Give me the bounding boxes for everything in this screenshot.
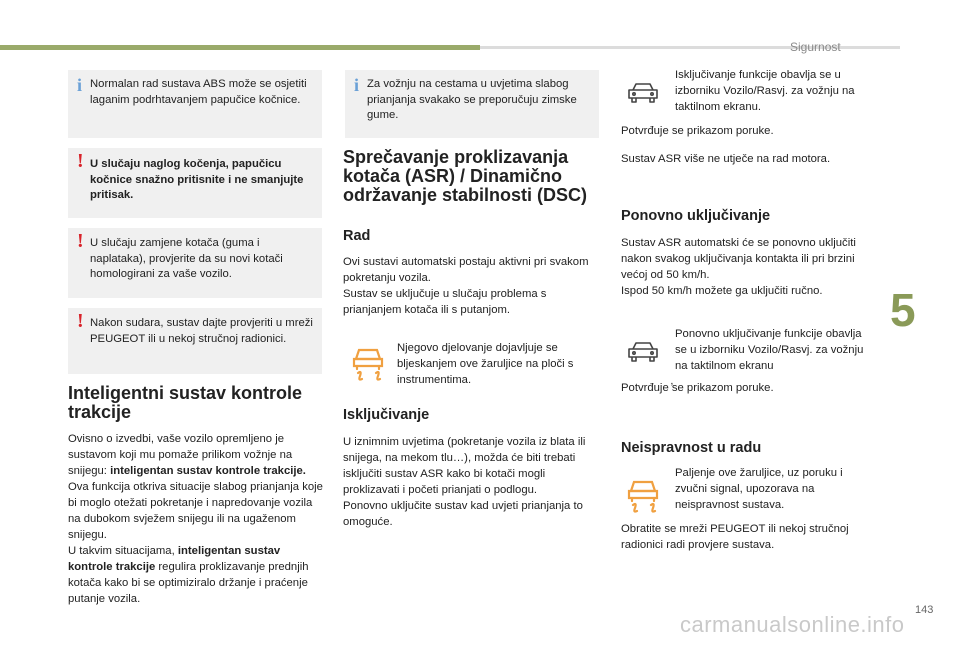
- warning-box-text: Nakon sudara, sustav dajte provjeriti u mreži PEUGEOT ili u nekoj stručnoj radionici.: [90, 317, 313, 345]
- car-menu-icon: [626, 341, 660, 363]
- header-accent-bar: [0, 45, 480, 50]
- info-box-text: Normalan rad sustava ABS može se osjetiti laganim podrhtavanjem papučice kočnice.: [90, 78, 307, 106]
- skid-warning-lamp-icon: [350, 345, 386, 385]
- warning-icon: !: [77, 310, 84, 332]
- asr-no-effect-text: Sustav ASR više ne utječe na rad motora.: [621, 153, 831, 165]
- operation-text: Ovi sustavi automatski postaju aktivni pri svakom pokretanju vozila. Sustav se uključuje u slučaju problema s prianjanjem kotača ili s putanjom.: [343, 256, 589, 316]
- deactivation-text: U iznimnim uvjetima (pokretanje vozila iz blata ili snijega, na mekom tlu…), možda će biti trebati isključiti sustav ASR kako bi kotači mogli proklizavati i početi prianjati o podlogu. Ponovno uključite sustav kad uvjeti prianjanja to omoguće.: [343, 436, 586, 528]
- reactivation-menu-text: Ponovno uključivanje funkcije obavlja se u izborniku Vozilo/Rasvj. za vožnju na taktilnom ekranu: [675, 328, 864, 372]
- reactivation-heading: Ponovno uključivanje: [621, 208, 771, 224]
- warning-box-wheels: [68, 228, 322, 298]
- section-title: Sigurnost: [790, 40, 841, 54]
- page-number: 143: [915, 604, 934, 616]
- warning-icon: !: [77, 150, 84, 172]
- watermark: carmanualsonline.info: [680, 612, 905, 637]
- warning-box-braking: [68, 148, 322, 218]
- confirmation-text: Potvrđuje se prikazom poruke.: [621, 125, 774, 137]
- warning-icon: !: [77, 230, 84, 252]
- info-icon: i: [354, 75, 360, 95]
- deactivation-menu-text: Isključivanje funkcije obavlja se u izborniku Vozilo/Rasvj. za vožnju na taktilnom ekranu.: [675, 69, 855, 113]
- skid-warning-lamp-icon: [625, 477, 661, 517]
- chapter-number: 5: [890, 284, 916, 336]
- asr-dsc-heading: Sprečavanje proklizavanja kotača (ASR) / Dinamično održavanje stabilnosti (DSC): [343, 147, 588, 205]
- info-box-abs: [68, 70, 322, 138]
- info-box-winter-tyres: [345, 70, 599, 138]
- info-box-text: Za vožnju na cestama u uvjetima slabog prianjanja svakako se preporučuju zimske gume.: [367, 78, 577, 121]
- info-icon: i: [77, 75, 83, 95]
- confirmation-text-2: Potvrđuje ̕se prikazom poruke.: [621, 382, 774, 394]
- traction-control-heading: Inteligentni sustav kontrole trakcije: [68, 383, 303, 422]
- warning-box-text: U slučaju naglog kočenja, papučicu kočnice snažno pritisnite i ne smanjujte pritisak.: [90, 158, 304, 201]
- traction-control-paragraph: Ovisno o izvedbi, vaše vozilo opremljeno je sustavom koji mu pomaže prilikom vožnje na snijegu: inteligentan sustav kontrole trakcije. Ova funkcija otkriva situacije slabog prianjanja koje bi moglo otežati pokretanje i napredovanje vozila na dubokom svježem snijegu ili na ugaženom snijegu. U takvim situacijama, inteligentan sustav kontrole trakcije regulira proklizavanje prednjih kotača kako bi se optimiziralo držanje i praćenje putanje vozila.: [68, 433, 323, 605]
- warning-box-accident: [68, 308, 322, 374]
- operation-heading: Rad: [343, 228, 371, 244]
- car-menu-icon: [626, 82, 660, 104]
- warning-box-text: U slučaju zamjene kotača (guma i naplataka), provjerite da su novi kotači homologirani za vaše vozilo.: [90, 237, 283, 280]
- lamp-flashing-text: Njegovo djelovanje dojavljuje se bljeskanjem ove žaruljice na ploči s instrumentima.: [397, 342, 574, 386]
- malfunction-contact-text: Obratite se mreži PEUGEOT ili nekoj stručnoj radionici radi provjere sustava.: [621, 523, 849, 551]
- malfunction-lamp-text: Paljenje ove žaruljice, uz poruku i zvučni signal, upozorava na neispravnost sustava.: [675, 467, 843, 511]
- deactivation-heading: Isključivanje: [343, 407, 430, 423]
- malfunction-heading: Neispravnost u radu: [621, 440, 762, 456]
- reactivation-text: Sustav ASR automatski će se ponovno uključiti nakon svakog uključivanja kontakta ili pri brzini većoj od 50 km/h. Ispod 50 km/h možete ga uključiti ručno.: [621, 237, 856, 297]
